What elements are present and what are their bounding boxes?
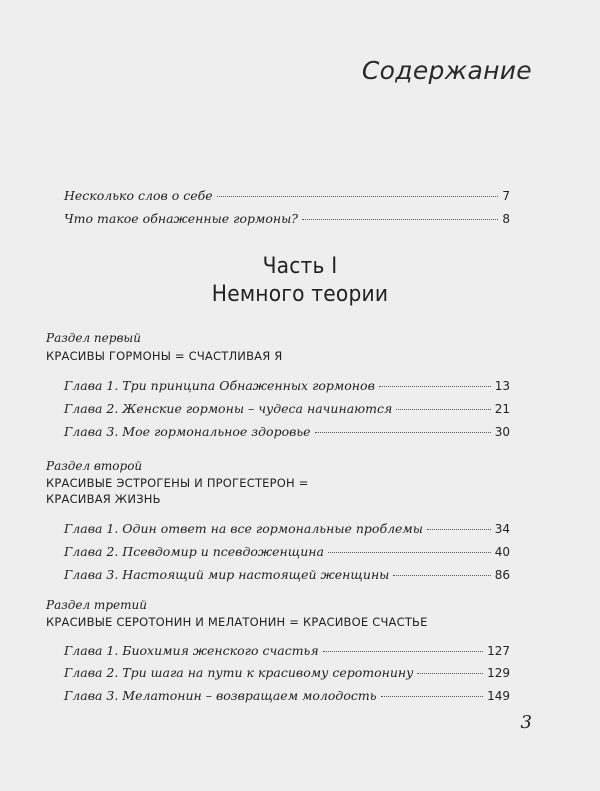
section-title-line: КРАСИВЫЕ ЭСТРОГЕНЫ И ПРОГЕСТЕРОН = (46, 476, 309, 490)
section-label: Раздел первый (46, 331, 141, 345)
toc-entry-label: Несколько слов о себе (64, 188, 213, 203)
section-label: Раздел второй (46, 459, 143, 473)
toc-chapter-entry[interactable] (64, 567, 510, 582)
section-title (46, 348, 282, 364)
toc-entry-page: 13 (494, 379, 510, 393)
toc-entry-page: 8 (502, 212, 510, 226)
leader-dots (417, 673, 483, 674)
toc-entry-page: 149 (487, 689, 510, 703)
toc-entry-page: 40 (494, 545, 510, 559)
leader-dots (379, 386, 491, 387)
toc-entry-page: 21 (494, 402, 510, 416)
leader-dots (217, 196, 499, 197)
toc-chapter-entry[interactable] (64, 643, 510, 658)
leader-dots (315, 432, 491, 433)
toc-chapter-entry[interactable] (64, 521, 510, 536)
toc-chapter-entry[interactable] (64, 665, 510, 680)
toc-entry-what-are-naked-hormones[interactable] (64, 211, 510, 226)
toc-entry-label: Глава 3. Мое гормональное здоровье (64, 424, 311, 439)
leader-dots (396, 409, 490, 410)
section-title-line: КРАСИВАЯ ЖИЗНЬ (46, 492, 161, 506)
toc-entry-label: Глава 2. Три шага на пути к красивому серотонину (64, 665, 414, 680)
toc-entry-page: 7 (502, 189, 510, 203)
leader-dots (381, 696, 484, 697)
section-title (46, 475, 309, 507)
toc-entry-label: Глава 1. Три принципа Обнаженных гормонов (64, 378, 375, 393)
toc-entry-label: Глава 3. Мелатонин – возвращаем молодость (64, 688, 377, 703)
leader-dots (427, 529, 491, 530)
page-number: 3 (520, 712, 532, 733)
toc-chapter-entry[interactable] (64, 401, 510, 416)
toc-chapter-entry[interactable] (64, 688, 510, 703)
toc-chapter-entry[interactable] (64, 424, 510, 439)
toc-entry-label: Глава 2. Псевдомир и псевдоженщина (64, 544, 324, 559)
leader-dots (393, 575, 490, 576)
toc-title: Содержание (361, 56, 532, 85)
part-heading-title: Немного теории (211, 282, 389, 307)
toc-entry-page: 127 (487, 644, 510, 658)
toc-entry-page: 86 (494, 568, 510, 582)
toc-entry-about-me[interactable] (64, 188, 510, 203)
leader-dots (328, 552, 491, 553)
toc-chapter-entry[interactable] (64, 544, 510, 559)
toc-entry-label: Глава 1. Один ответ на все гормональные проблемы (64, 521, 423, 536)
toc-entry-page: 34 (494, 522, 510, 536)
toc-entry-page: 30 (494, 425, 510, 439)
toc-chapter-entry[interactable] (64, 378, 510, 393)
section-label: Раздел третий (46, 598, 147, 612)
part-heading-number: Часть I (262, 254, 338, 279)
toc-entry-label: Глава 2. Женские гормоны – чудеса начинаются (64, 401, 393, 416)
section-title-line: КРАСИВЫЕ СЕРОТОНИН И МЕЛАТОНИН = КРАСИВОЕ СЧАСТЬЕ (46, 615, 428, 629)
toc-entry-label: Глава 1. Биохимия женского счастья (64, 643, 319, 658)
toc-entry-label: Что такое обнаженные гормоны? (64, 211, 298, 226)
section-title-line: КРАСИВЫ ГОРМОНЫ = СЧАСТЛИВАЯ Я (46, 349, 283, 363)
section-title (46, 614, 428, 630)
toc-entry-page: 129 (487, 666, 510, 680)
leader-dots (323, 651, 483, 652)
leader-dots (302, 219, 498, 220)
toc-entry-label: Глава 3. Настоящий мир настоящей женщины (64, 567, 390, 582)
